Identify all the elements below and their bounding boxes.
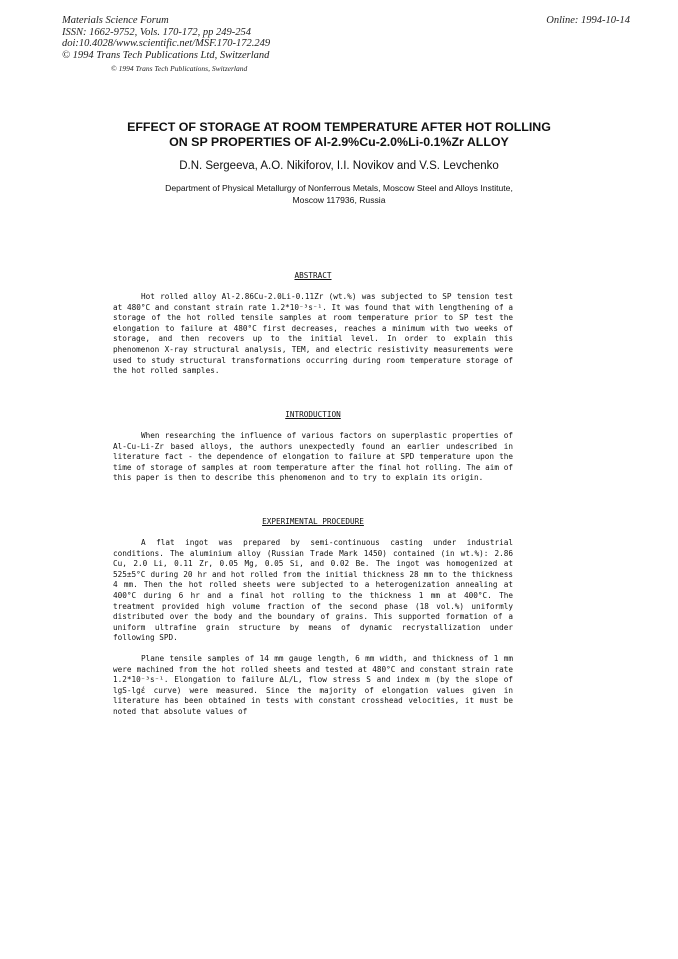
experimental-paragraph-1 <box>113 538 513 644</box>
experimental-heading: EXPERIMENTAL PROCEDURE <box>262 517 364 526</box>
title-line-2: ON SP PROPERTIES OF Al-2.9%Cu-2.0%Li-0.1%Zr ALLOY <box>169 135 509 149</box>
affiliation-line-2: Moscow 117936, Russia <box>292 195 386 205</box>
online-date: Online: 1994-10-14 <box>546 15 630 26</box>
introduction-text: When researching the influence of various factors on superplastic properties of Al-Cu-Li-Zr based alloys, the authors unexpectedly found an earlier undescribed in literature fact - the dependence of elongation to failure at SPD temperature upon the time of storage of samples at room temperature after the final hot rolling. The aim of this paper is then to describe this phenomenon and to try to explain its origin. <box>113 431 513 483</box>
abstract-body <box>113 292 513 377</box>
experimental-paragraph-2 <box>113 654 513 718</box>
abstract-heading: ABSTRACT <box>294 271 332 280</box>
copyright-small: © 1994 Trans Tech Publications, Switzerland <box>111 64 248 73</box>
journal-header <box>62 15 392 61</box>
paper-title <box>60 120 618 150</box>
journal-name: Materials Science Forum <box>62 15 169 26</box>
introduction-heading: INTRODUCTION <box>285 410 341 419</box>
experimental-text-2: Plane tensile samples of 14 mm gauge length, 6 mm width, and thickness of 1 mm were machined from the hot rolled sheets and tested at 480°C and constant strain rate 1.2*10⁻³s⁻¹. Elongation to failure ΔL/L, flow stress S and index m (by the slope of lgS-lgέ curve) were measured. Since the majority of elongation values given in literature has been obtained in tests with constant crosshead velocities, it must be noted that absolute values of <box>113 654 513 716</box>
experimental-text-1: A flat ingot was prepared by semi-continuous casting under industrial conditions. The aluminium alloy (Russian Trade Mark 1450) contained (in wt.%): 2.86 Cu, 2.0 Li, 0.11 Zr, 0.05 Mg, 0.05 Si, and 0.02 Be. The ingot was homogenized at 525±5°C during 20 hr and hot rolled from the initial thickness 28 mm to the thickness 4 mm. Then the hot rolled sheets were subjected to a heterogenization annealing at 400°C during 6 hr and a final hot rolling to the thickness 1 mm at 400°C. The treatment provided high volume fraction of the second phase (18 vol.%) uniformly distributed over the body and the boundary of grains. This supported formation of a uniform ultrafine grain structure by means of dynamic recrystallization under following SPD. <box>113 538 513 643</box>
authors: D.N. Sergeeva, A.O. Nikiforov, I.I. Novikov and V.S. Levchenko <box>179 160 499 172</box>
affiliation <box>60 182 618 206</box>
affiliation-line-1: Department of Physical Metallurgy of Nonferrous Metals, Moscow Steel and Alloys Institute, <box>165 183 513 193</box>
title-line-1: EFFECT OF STORAGE AT ROOM TEMPERATURE AFTER HOT ROLLING <box>127 120 551 134</box>
issn-line: ISSN: 1662-9752, Vols. 170-172, pp 249-254 <box>62 26 251 38</box>
introduction-body <box>113 431 513 484</box>
doi-link[interactable]: doi:10.4028/www.scientific.net/MSF.170-172.249 <box>62 38 271 49</box>
abstract-text: Hot rolled alloy Al-2.86Cu-2.0Li-0.11Zr (wt.%) was subjected to SP tension test at 480°C and constant strain rate 1.2*10⁻³s⁻¹. It was found that with lengthening of a storage of the hot rolled tensile samples at room temperature prior to SP test the elongation to failure at 480°C first decreases, reaches a minimum with two weeks of storage, and then recovers up to the initial level. In order to explain this phenomenon X-ray structural analysis, TEM, and electric resistivity measurements were used to study structural transformations occurring during room temperature storage of the hot rolled samples. <box>113 292 513 376</box>
copyright-line: © 1994 Trans Tech Publications Ltd, Switzerland <box>62 49 270 61</box>
